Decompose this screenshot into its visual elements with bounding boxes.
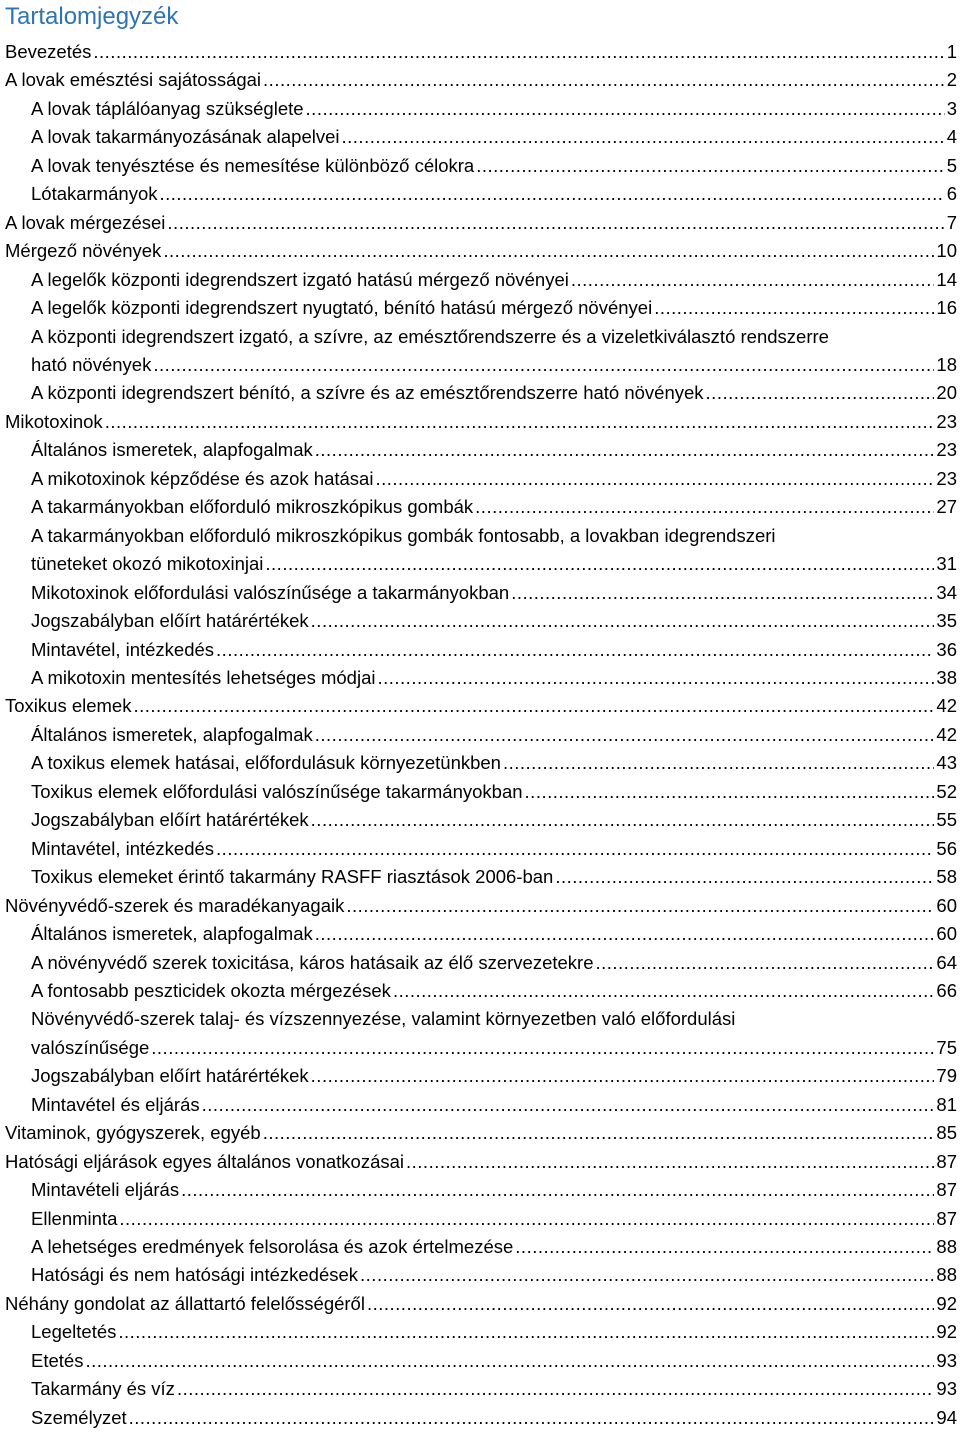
toc-entry-page-number: 35 (936, 610, 957, 632)
dot-leader (654, 294, 934, 322)
dot-leader (706, 379, 935, 407)
toc-entry-title: A legelők központi idegrendszert izgató hatású mérgező növényei (31, 268, 569, 290)
dot-leader (105, 408, 935, 436)
toc-entry[interactable] (0, 493, 960, 521)
toc-entry-page-number: 20 (936, 382, 957, 404)
dot-leader (555, 863, 934, 891)
toc-entry-title: A mikotoxin mentesítés lehetséges módjai (31, 666, 376, 688)
toc-entry-title: A lovak mérgezései (5, 211, 166, 233)
toc-entry[interactable] (0, 778, 960, 806)
dot-leader (377, 664, 934, 692)
toc-entry-page-number: 18 (936, 353, 957, 375)
toc-entry-title: Toxikus elemeket érintő takarmány RASFF riasztások 2006-ban (31, 866, 554, 888)
dot-leader (93, 38, 944, 66)
toc-entry-page-number: 88 (936, 1236, 957, 1258)
dot-leader (159, 180, 944, 208)
dot-leader (133, 692, 934, 720)
toc-entry-page-number: 36 (936, 638, 957, 660)
toc-entry-page-number: 60 (936, 894, 957, 916)
toc-entry-page-number: 23 (936, 439, 957, 461)
toc-entry-title: Mintavétel, intézkedés (31, 638, 215, 660)
toc-entry-page-number: 42 (936, 723, 957, 745)
toc-entry-title: A legelők központi idegrendszert nyugtató, bénító hatású mérgező növényei (31, 297, 653, 319)
dot-leader (503, 749, 934, 777)
toc-entry-page-number: 87 (936, 1207, 957, 1229)
toc-entry-page-number: 58 (936, 866, 957, 888)
toc-entry[interactable] (0, 949, 960, 977)
toc-entry-page-number: 27 (936, 496, 957, 518)
toc-entry-title: Mintavétel és eljárás (31, 1093, 200, 1115)
toc-entry-page-number: 2 (946, 69, 957, 91)
dot-leader (118, 1318, 934, 1346)
toc-entry[interactable] (0, 209, 960, 237)
toc-entry[interactable] (0, 66, 960, 94)
toc-entry-page-number: 7 (946, 211, 957, 233)
toc-entry[interactable] (0, 294, 960, 322)
toc-entry[interactable] (0, 379, 960, 407)
toc-entry-title: A központi idegrendszert bénító, a szívre és az emésztőrendszerre ható növények (31, 382, 704, 404)
toc-entry-title: Jogszabályban előírt határértékek (31, 1065, 309, 1087)
toc-entry-title: Néhány gondolat az állattartó felelősségéről (5, 1292, 365, 1314)
toc-entry-title: A lovak takarmányozásának alapelvei (31, 126, 340, 148)
toc-entry-title: Hatósági és nem hatósági intézkedések (31, 1264, 359, 1286)
dot-leader (515, 1233, 934, 1261)
toc-entry-page-number: 87 (936, 1179, 957, 1201)
dot-leader (263, 66, 945, 94)
dot-leader (216, 835, 934, 863)
toc-entry[interactable] (0, 1062, 960, 1090)
toc-title: Tartalomjegyzék (5, 3, 179, 30)
dot-leader (406, 1148, 934, 1176)
toc-entry-page-number: 38 (936, 666, 957, 688)
toc-entry-page-number: 66 (936, 979, 957, 1001)
dot-leader (167, 209, 944, 237)
toc-entry-page-number: 23 (936, 467, 957, 489)
toc-entry-title: Jogszabályban előírt határértékek (31, 610, 309, 632)
toc-entry[interactable] (0, 721, 960, 749)
dot-leader (119, 1205, 934, 1233)
dot-leader (163, 237, 934, 265)
toc-entry[interactable] (0, 1205, 960, 1233)
toc-entry[interactable] (0, 180, 960, 208)
toc-list (0, 38, 960, 1432)
toc-entry[interactable] (0, 1290, 960, 1318)
dot-leader (315, 721, 935, 749)
toc-entry[interactable] (0, 1005, 960, 1062)
toc-entry-title: Mintavételi eljárás (31, 1179, 180, 1201)
dot-leader (202, 1091, 935, 1119)
toc-entry[interactable] (0, 863, 960, 891)
dot-leader (342, 123, 945, 151)
toc-entry-title-line: Növényvédő-szerek talaj- és vízszennyezése, valamint környezetben való előfordulási (31, 1008, 736, 1030)
toc-entry[interactable] (0, 237, 960, 265)
toc-entry-page-number: 88 (936, 1264, 957, 1286)
toc-entry-page-number: 93 (936, 1378, 957, 1400)
toc-entry-page-number: 87 (936, 1150, 957, 1172)
toc-entry-page-number: 85 (936, 1122, 957, 1144)
dot-leader (571, 266, 935, 294)
toc-entry[interactable] (0, 1347, 960, 1375)
toc-entry-title: Általános ismeretek, alapfogalmak (31, 439, 313, 461)
toc-entry[interactable] (0, 1148, 960, 1176)
toc-entry-page-number: 94 (936, 1406, 957, 1428)
toc-entry[interactable] (0, 436, 960, 464)
toc-entry-title: A toxikus elemek hatásai, előfordulásuk környezetünkben (31, 752, 501, 774)
dot-leader (311, 607, 935, 635)
toc-entry-title: Bevezetés (5, 41, 92, 62)
toc-entry-title: Toxikus elemek (5, 695, 132, 717)
toc-entry-page-number: 92 (936, 1292, 957, 1314)
dot-leader (393, 977, 934, 1005)
toc-entry[interactable] (0, 749, 960, 777)
toc-entry-page-number: 56 (936, 837, 957, 859)
toc-entry[interactable] (0, 38, 960, 66)
dot-leader (216, 636, 934, 664)
dot-leader (511, 579, 934, 607)
toc-entry[interactable] (0, 1261, 960, 1289)
toc-entry[interactable] (0, 1318, 960, 1346)
toc-entry[interactable] (0, 1176, 960, 1204)
toc-entry-page-number: 31 (936, 553, 957, 575)
toc-entry-page-number: 52 (936, 780, 957, 802)
toc-entry-title: A mikotoxinok képződése és azok hatásai (31, 467, 374, 489)
toc-entry[interactable] (0, 579, 960, 607)
toc-entry-title: Lótakarmányok (31, 183, 158, 205)
toc-entry-page-number: 14 (936, 268, 957, 290)
toc-entry-page-number: 55 (936, 809, 957, 831)
toc-entry-title-line: A takarmányokban előforduló mikroszkópikus gombák fontosabb, a lovakban idegrendszeri (31, 524, 776, 546)
toc-entry-title: A lehetséges eredmények felsorolása és azok értelmezése (31, 1236, 514, 1258)
toc-entry[interactable] (0, 636, 960, 664)
toc-entry-title: Növényvédő-szerek és maradékanyagaik (5, 894, 345, 916)
toc-entry[interactable] (0, 664, 960, 692)
dot-leader (181, 1176, 934, 1204)
toc-entry-title: Takarmány és víz (31, 1378, 175, 1400)
dot-leader (85, 1347, 934, 1375)
toc-entry-page-number: 79 (936, 1065, 957, 1087)
toc-entry-page-number: 42 (936, 695, 957, 717)
toc-entry[interactable] (0, 266, 960, 294)
dot-leader (595, 949, 934, 977)
toc-entry-title: valószínűsége (31, 1036, 150, 1058)
toc-entry[interactable] (0, 1091, 960, 1119)
toc-entry[interactable] (0, 1233, 960, 1261)
toc-entry[interactable] (0, 1119, 960, 1147)
toc-entry-page-number: 92 (936, 1321, 957, 1343)
dot-leader (311, 1062, 935, 1090)
toc-entry-title: Mikotoxinok előfordulási valószínűsége a takarmányokban (31, 581, 510, 603)
toc-entry-title: Jogszabályban előírt határértékek (31, 809, 309, 831)
dot-leader (346, 892, 934, 920)
toc-entry[interactable] (0, 465, 960, 493)
toc-entry-title: A lovak tenyésztése és nemesítése különböző célokra (31, 154, 475, 176)
toc-entry-page-number: 3 (946, 97, 957, 119)
toc-entry-title: A lovak táplálóanyag szükséglete (31, 97, 304, 119)
toc-entry[interactable] (0, 607, 960, 635)
toc-entry[interactable] (0, 977, 960, 1005)
dot-leader (151, 1034, 934, 1062)
toc-entry-page-number: 4 (946, 126, 957, 148)
dot-leader (475, 493, 934, 521)
dot-leader (367, 1290, 934, 1318)
toc-entry-title: A fontosabb peszticidek okozta mérgezések (31, 979, 391, 1001)
dot-leader (177, 1375, 934, 1403)
toc-entry-page-number: 81 (936, 1093, 957, 1115)
toc-entry-title: A takarmányokban előforduló mikroszkópikus gombák (31, 496, 474, 518)
dot-leader (265, 550, 934, 578)
toc-entry-title: Legeltetés (31, 1321, 117, 1343)
toc-entry[interactable] (0, 522, 960, 579)
dot-leader (311, 806, 935, 834)
toc-entry[interactable] (0, 806, 960, 834)
toc-entry[interactable] (0, 152, 960, 180)
toc-entry-title: Mintavétel, intézkedés (31, 837, 215, 859)
dot-leader (263, 1119, 935, 1147)
toc-entry[interactable] (0, 123, 960, 151)
toc-entry-page-number: 5 (946, 154, 957, 176)
dot-leader (153, 351, 934, 379)
dot-leader (129, 1404, 935, 1432)
toc-entry-page-number: 93 (936, 1349, 957, 1371)
toc-entry[interactable] (0, 920, 960, 948)
toc-entry-title: A növényvédő szerek toxicitása, káros hatásaik az élő szervezetekre (31, 951, 594, 973)
toc-entry-title: Hatósági eljárások egyes általános vonatkozásai (5, 1150, 405, 1172)
toc-entry-title: ható növények (31, 353, 152, 375)
toc-entry[interactable] (0, 692, 960, 720)
toc-entry-page-number: 10 (936, 240, 957, 262)
toc-entry-page-number: 60 (936, 923, 957, 945)
dot-leader (315, 436, 935, 464)
toc-entry-title: Etetés (31, 1349, 84, 1371)
toc-entry[interactable] (0, 892, 960, 920)
dot-leader (476, 152, 944, 180)
toc-entry-page-number: 16 (936, 297, 957, 319)
toc-entry-title: Mikotoxinok (5, 410, 103, 432)
toc-entry[interactable] (0, 323, 960, 380)
dot-leader (306, 95, 945, 123)
toc-entry-title: Személyzet (31, 1406, 127, 1428)
toc-entry-title: tüneteket okozó mikotoxinjai (31, 553, 264, 575)
toc-entry-title: Toxikus elemek előfordulási valószínűsége takarmányokban (31, 780, 523, 802)
toc-entry-page-number: 6 (946, 183, 957, 205)
toc-entry[interactable] (0, 408, 960, 436)
toc-entry-page-number: 43 (936, 752, 957, 774)
toc-entry-page-number: 1 (946, 41, 957, 62)
toc-entry-title: Mérgező növények (5, 240, 162, 262)
dot-leader (315, 920, 935, 948)
toc-entry-title: Általános ismeretek, alapfogalmak (31, 723, 313, 745)
toc-entry[interactable] (0, 1404, 960, 1432)
dot-leader (375, 465, 934, 493)
toc-entry[interactable] (0, 95, 960, 123)
toc-entry-title: Általános ismeretek, alapfogalmak (31, 923, 313, 945)
toc-entry-title: A lovak emésztési sajátosságai (5, 69, 262, 91)
toc-entry-title-line: A központi idegrendszert izgató, a szívre, az emésztőrendszerre és a vizeletkiválasztó rendszerre (31, 325, 829, 347)
toc-entry-title: Ellenminta (31, 1207, 118, 1229)
dot-leader (360, 1261, 934, 1289)
toc-entry[interactable] (0, 1375, 960, 1403)
toc-entry[interactable] (0, 835, 960, 863)
toc-entry-title: Vitaminok, gyógyszerek, egyéb (5, 1122, 261, 1144)
toc-entry-page-number: 34 (936, 581, 957, 603)
toc-entry-page-number: 23 (936, 410, 957, 432)
toc-entry-page-number: 75 (936, 1036, 957, 1058)
toc-entry-page-number: 64 (936, 951, 957, 973)
dot-leader (525, 778, 935, 806)
